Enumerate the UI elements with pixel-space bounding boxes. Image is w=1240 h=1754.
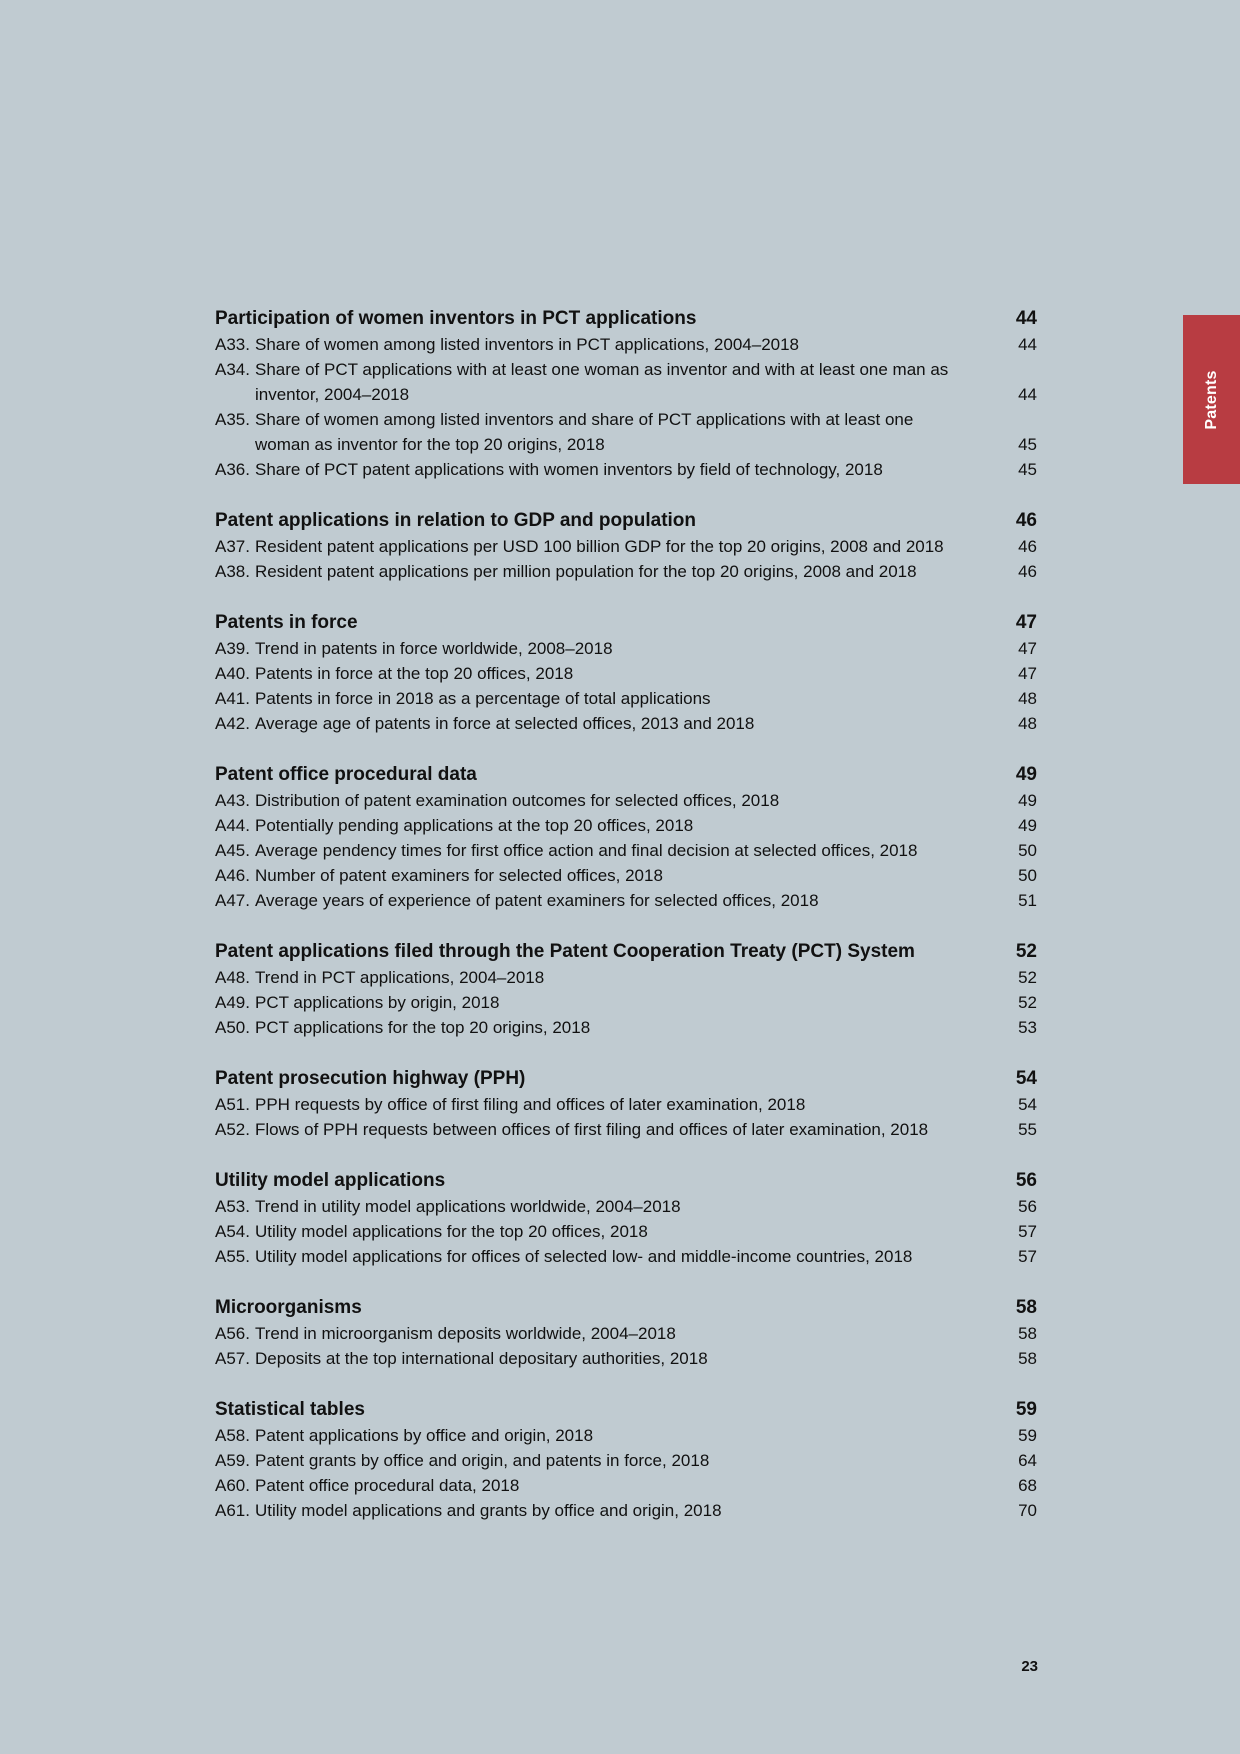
entry-page-number: 50: [1018, 866, 1037, 885]
entry-number: A61.: [215, 1501, 250, 1520]
section-title: Utility model applications: [215, 1170, 446, 1191]
entry-title: Deposits at the top international depositary authorities, 2018: [255, 1349, 708, 1368]
section-title: Participation of women inventors in PCT applications: [215, 308, 697, 329]
page-number: 23: [1021, 1658, 1038, 1675]
toc-section: [215, 1294, 1037, 1371]
entry-page-number: 50: [1018, 841, 1037, 860]
toc-entry: [215, 1092, 1037, 1117]
section-title: Microorganisms: [215, 1297, 362, 1318]
section-heading: [215, 1167, 1037, 1194]
entry-number: A33.: [215, 335, 250, 354]
toc-section: [215, 1167, 1037, 1269]
entry-title: Utility model applications for offices of selected low- and middle-income countries, 2018: [255, 1247, 913, 1266]
toc-section: [215, 1396, 1037, 1523]
entry-page-number: 70: [1018, 1501, 1037, 1520]
entry-number: A53.: [215, 1197, 250, 1216]
section-page-number: 56: [1015, 1170, 1037, 1191]
section-page-number: 58: [1015, 1297, 1037, 1318]
toc-entry: [215, 711, 1037, 736]
toc-section: [215, 1065, 1037, 1142]
entry-title: Resident patent applications per million population for the top 20 origins, 2008 and 2018: [255, 562, 917, 581]
entry-page-number: 44: [1018, 335, 1037, 354]
toc-entry: [215, 1244, 1037, 1269]
entry-title: Patents in force at the top 20 offices, 2018: [255, 664, 574, 683]
entry-number: A34.: [215, 360, 250, 379]
section-tab-label: Patents: [1202, 369, 1220, 430]
entry-page-number: 49: [1018, 816, 1037, 835]
entry-title: Patent applications by office and origin, 2018: [255, 1426, 594, 1445]
entry-number: A43.: [215, 791, 250, 810]
table-of-contents: [215, 305, 1037, 1548]
section-title: Patent office procedural data: [215, 764, 477, 785]
entry-title: Trend in PCT applications, 2004–2018: [255, 968, 545, 987]
entry-page-number: 58: [1018, 1349, 1037, 1368]
entry-number: A45.: [215, 841, 250, 860]
entry-page-number: 58: [1018, 1324, 1037, 1343]
entry-title: Share of PCT patent applications with women inventors by field of technology, 2018: [255, 460, 883, 479]
toc-entry: [215, 661, 1037, 686]
entry-page-number: 52: [1018, 993, 1037, 1012]
entry-number: A38.: [215, 562, 250, 581]
section-title: Patent applications filed through the Patent Cooperation Treaty (PCT) System: [215, 941, 915, 962]
toc-section: [215, 609, 1037, 736]
toc-entry: [215, 1423, 1037, 1448]
section-heading: [215, 1294, 1037, 1321]
toc-entry: [215, 1346, 1037, 1371]
entry-number: A54.: [215, 1222, 250, 1241]
entry-page-number: 45: [1018, 435, 1037, 454]
entry-number: A49.: [215, 993, 250, 1012]
entry-page-number: 52: [1018, 968, 1037, 987]
toc-section: [215, 507, 1037, 584]
entry-number: A40.: [215, 664, 250, 683]
entry-number: A51.: [215, 1095, 250, 1114]
entry-number: A56.: [215, 1324, 250, 1343]
section-heading: [215, 1396, 1037, 1423]
entry-title: Average pendency times for first office action and final decision at selected offices, 2018: [255, 841, 918, 860]
toc-entry: [215, 1117, 1037, 1142]
entry-page-number: 48: [1018, 714, 1037, 733]
section-page-number: 49: [1015, 764, 1037, 785]
section-tab: [1183, 315, 1240, 484]
toc-entry: [215, 407, 1037, 457]
entry-page-number: 47: [1018, 639, 1037, 658]
section-title: Patent applications in relation to GDP and population: [215, 510, 697, 531]
entry-page-number: 49: [1018, 791, 1037, 810]
section-page-number: 52: [1015, 941, 1037, 962]
toc-section: [215, 305, 1037, 482]
toc-entry: [215, 357, 1037, 407]
toc-entry: [215, 457, 1037, 482]
entry-number: A39.: [215, 639, 250, 658]
entry-title: Average years of experience of patent examiners for selected offices, 2018: [255, 891, 819, 910]
entry-title: PPH requests by office of first filing and offices of later examination, 2018: [255, 1095, 806, 1114]
entry-title: Flows of PPH requests between offices of first filing and offices of later examination, 2018: [255, 1120, 929, 1139]
entry-title: Patent office procedural data, 2018: [255, 1476, 520, 1495]
entry-title: Trend in patents in force worldwide, 2008–2018: [255, 639, 613, 658]
toc-entry: [215, 1015, 1037, 1040]
entry-title: Share of women among listed inventors in PCT applications, 2004–2018: [255, 335, 800, 354]
entry-page-number: 48: [1018, 689, 1037, 708]
entry-page-number: 64: [1018, 1451, 1037, 1470]
section-page-number: 47: [1015, 612, 1037, 633]
toc-entry: [215, 1448, 1037, 1473]
section-page-number: 44: [1015, 308, 1037, 329]
toc-entry: [215, 1219, 1037, 1244]
toc-entry: [215, 863, 1037, 888]
toc-entry: [215, 1498, 1037, 1523]
entry-number: A55.: [215, 1247, 250, 1266]
section-page-number: 54: [1015, 1068, 1037, 1089]
entry-number: A42.: [215, 714, 250, 733]
toc-entry: [215, 559, 1037, 584]
entry-page-number: 57: [1018, 1247, 1037, 1266]
toc-entry: [215, 813, 1037, 838]
toc-entry: [215, 888, 1037, 913]
toc-entry: [215, 990, 1037, 1015]
entry-title: Share of women among listed inventors and share of PCT applications with at least one woman as inventor for the top 20 origins, 2018: [255, 410, 914, 454]
entry-title: Trend in utility model applications worldwide, 2004–2018: [255, 1197, 681, 1216]
toc-entry: [215, 1321, 1037, 1346]
entry-number: A46.: [215, 866, 250, 885]
section-title: Patent prosecution highway (PPH): [215, 1068, 526, 1089]
toc-entry: [215, 788, 1037, 813]
entry-title: PCT applications by origin, 2018: [255, 993, 500, 1012]
entry-title: Distribution of patent examination outcomes for selected offices, 2018: [255, 791, 780, 810]
entry-title: Resident patent applications per USD 100 billion GDP for the top 20 origins, 2008 and 2018: [255, 537, 944, 556]
entry-page-number: 46: [1018, 537, 1037, 556]
entry-title: Number of patent examiners for selected offices, 2018: [255, 866, 663, 885]
entry-number: A36.: [215, 460, 250, 479]
entry-page-number: 59: [1018, 1426, 1037, 1445]
entry-number: A41.: [215, 689, 250, 708]
entry-title: Share of PCT applications with at least one woman as inventor and with at least one man as inventor, 2004–2018: [255, 360, 949, 404]
entry-title: Average age of patents in force at selected offices, 2013 and 2018: [255, 714, 755, 733]
toc-section: [215, 938, 1037, 1040]
entry-number: A48.: [215, 968, 250, 987]
entry-page-number: 68: [1018, 1476, 1037, 1495]
entry-page-number: 54: [1018, 1095, 1037, 1114]
section-heading: [215, 507, 1037, 534]
toc-entry: [215, 1194, 1037, 1219]
entry-number: A47.: [215, 891, 250, 910]
toc-entry: [215, 965, 1037, 990]
entry-title: Patents in force in 2018 as a percentage of total applications: [255, 689, 711, 708]
section-page-number: 59: [1015, 1399, 1037, 1420]
section-page-number: 46: [1015, 510, 1037, 531]
entry-number: A60.: [215, 1476, 250, 1495]
entry-page-number: 45: [1018, 460, 1037, 479]
entry-number: A44.: [215, 816, 250, 835]
entry-page-number: 57: [1018, 1222, 1037, 1241]
entry-number: A59.: [215, 1451, 250, 1470]
section-heading: [215, 938, 1037, 965]
toc-entry: [215, 534, 1037, 559]
entry-title: Utility model applications and grants by office and origin, 2018: [255, 1501, 722, 1520]
entry-page-number: 53: [1018, 1018, 1037, 1037]
section-heading: [215, 609, 1037, 636]
entry-title: Utility model applications for the top 20 offices, 2018: [255, 1222, 648, 1241]
entry-title: Potentially pending applications at the top 20 offices, 2018: [255, 816, 694, 835]
entry-number: A52.: [215, 1120, 250, 1139]
section-heading: [215, 1065, 1037, 1092]
entry-number: A35.: [215, 410, 250, 429]
section-title: Statistical tables: [215, 1399, 365, 1420]
entry-number: A58.: [215, 1426, 250, 1445]
entry-page-number: 55: [1018, 1120, 1037, 1139]
entry-page-number: 47: [1018, 664, 1037, 683]
entry-number: A37.: [215, 537, 250, 556]
section-heading: [215, 761, 1037, 788]
entry-number: A57.: [215, 1349, 250, 1368]
entry-page-number: 56: [1018, 1197, 1037, 1216]
entry-title: Patent grants by office and origin, and patents in force, 2018: [255, 1451, 710, 1470]
toc-section: [215, 761, 1037, 913]
toc-entry: [215, 1473, 1037, 1498]
toc-entry: [215, 636, 1037, 661]
toc-entry: [215, 686, 1037, 711]
section-title: Patents in force: [215, 612, 358, 633]
toc-entry: [215, 332, 1037, 357]
entry-page-number: 46: [1018, 562, 1037, 581]
entry-page-number: 44: [1018, 385, 1037, 404]
entry-title: PCT applications for the top 20 origins, 2018: [255, 1018, 591, 1037]
entry-page-number: 51: [1018, 891, 1037, 910]
entry-number: A50.: [215, 1018, 250, 1037]
section-heading: [215, 305, 1037, 332]
toc-entry: [215, 838, 1037, 863]
entry-title: Trend in microorganism deposits worldwide, 2004–2018: [255, 1324, 676, 1343]
